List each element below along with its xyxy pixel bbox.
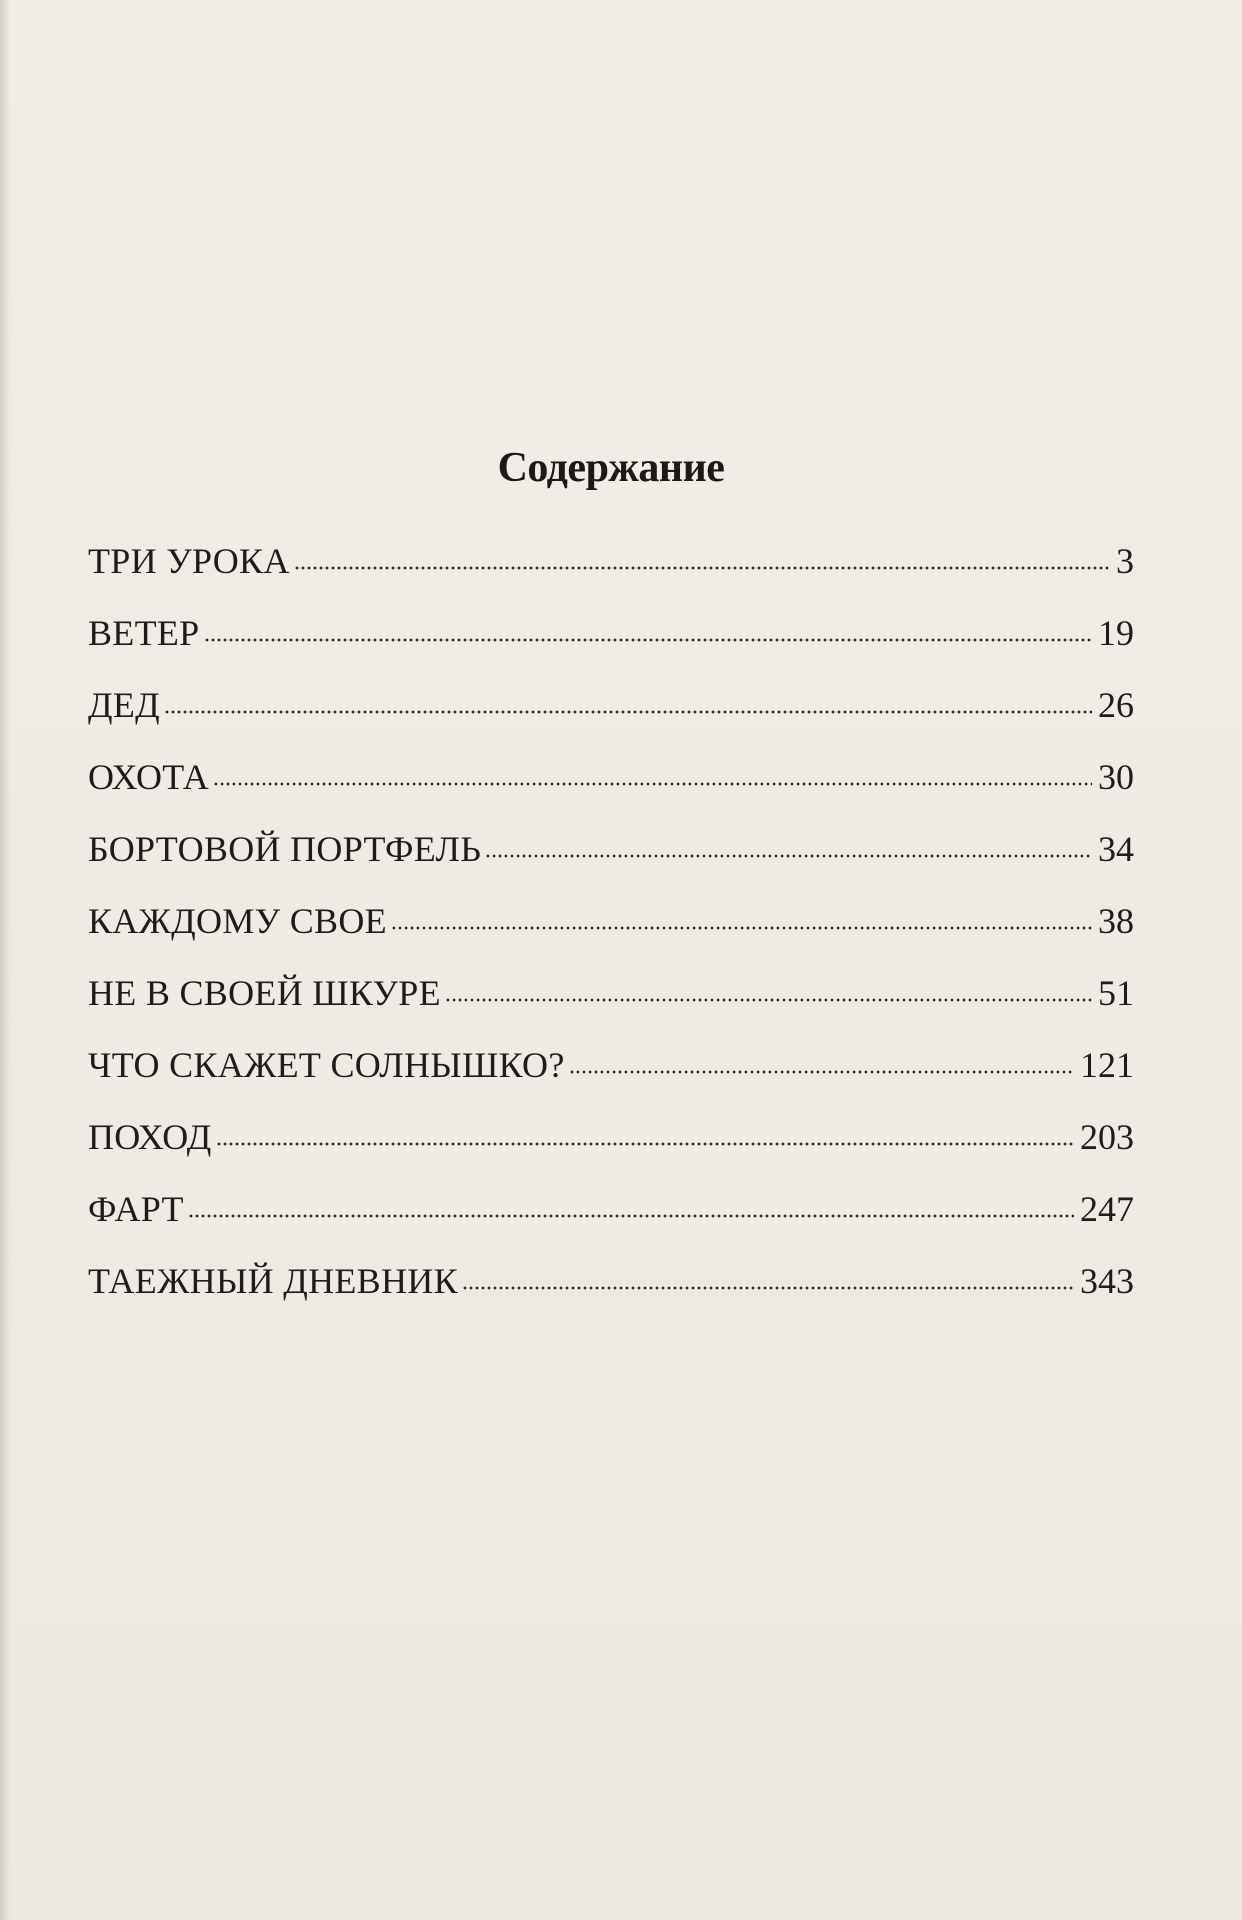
toc-entry [88, 1110, 1134, 1182]
dot-leader [188, 1211, 1074, 1221]
toc-entry [88, 966, 1134, 1038]
toc-title: Содержание [497, 445, 725, 491]
toc-page-number: 34 [1098, 829, 1134, 869]
toc-entry-title: ДЕД [88, 685, 161, 725]
toc-page-number: 30 [1098, 757, 1134, 797]
dot-leader [216, 1139, 1074, 1149]
toc-entry [88, 894, 1134, 966]
dot-leader [485, 851, 1092, 861]
toc-entry [88, 750, 1134, 822]
toc-entry-title: БОРТОВОЙ ПОРТФЕЛЬ [88, 829, 482, 869]
toc-entry [88, 534, 1134, 606]
toc-page-number: 19 [1098, 613, 1134, 653]
dot-leader [204, 635, 1092, 645]
toc-entry [88, 1254, 1134, 1326]
toc-entry-title: ОХОТА [88, 757, 210, 797]
dot-leader [213, 779, 1092, 789]
toc-page-number: 38 [1098, 901, 1134, 941]
toc-entry [88, 1182, 1134, 1254]
toc-page-number: 3 [1116, 541, 1134, 581]
dot-leader [569, 1067, 1074, 1077]
toc-entry-title: ФАРТ [88, 1189, 184, 1229]
toc-entry [88, 1038, 1134, 1110]
toc-page-number: 121 [1080, 1045, 1134, 1085]
toc-page-number: 203 [1080, 1117, 1134, 1157]
dot-leader [445, 995, 1092, 1005]
toc-list [88, 534, 1134, 1326]
toc-entry [88, 822, 1134, 894]
toc-page-number: 26 [1098, 685, 1134, 725]
toc-entry-title: ТАЕЖНЫЙ ДНЕВНИК [88, 1261, 458, 1301]
toc-page-number: 51 [1098, 973, 1134, 1013]
toc-entry-title: КАЖДОМУ СВОЕ [88, 901, 387, 941]
toc-entry-title: ПОХОД [88, 1117, 212, 1157]
dot-leader [164, 707, 1092, 717]
toc-entry-title: ТРИ УРОКА [88, 541, 290, 581]
toc-page-number: 343 [1080, 1261, 1134, 1301]
toc-entry [88, 678, 1134, 750]
toc-entry-title: ВЕТЕР [88, 613, 200, 653]
dot-leader [462, 1283, 1074, 1293]
toc-page-number: 247 [1080, 1189, 1134, 1229]
toc-entry [88, 606, 1134, 678]
spine-shadow [0, 0, 10, 1920]
dot-leader [294, 563, 1110, 573]
toc-entry-title: НЕ В СВОЕЙ ШКУРЕ [88, 973, 441, 1013]
toc-entry-title: ЧТО СКАЖЕТ СОЛНЫШКО? [88, 1045, 565, 1085]
dot-leader [391, 923, 1092, 933]
